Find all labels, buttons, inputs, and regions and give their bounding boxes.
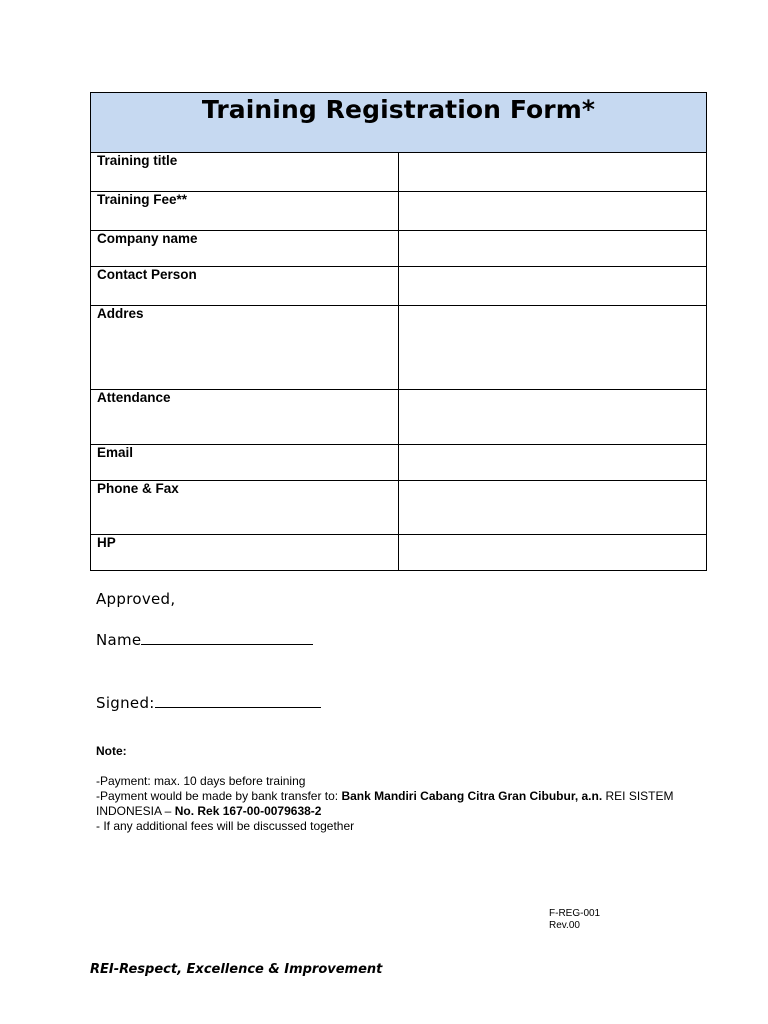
name-signoff [96,631,313,649]
attendance-field[interactable] [399,390,707,445]
note-payment-deadline: -Payment: max. 10 days before training [96,774,306,788]
name-blank-line[interactable] [141,632,313,645]
notes-section [96,744,716,834]
notes-title: Note: [96,744,127,758]
label-cell [91,535,399,571]
name-label: Name [96,631,142,649]
document-code-block [549,908,600,932]
form-title-cell [91,93,707,153]
approved-label: Approved, [96,590,176,608]
phone-fax-label: Phone & Fax [97,481,179,496]
training-title-field[interactable] [399,153,707,192]
label-cell [91,153,399,192]
signed-label: Signed: [96,694,155,712]
form-row-email [91,445,707,481]
training-fee-label: Training Fee** [97,192,188,207]
phone-fax-field[interactable] [399,481,707,535]
label-cell [91,231,399,267]
training-title-label: Training title [97,153,178,168]
form-row-hp [91,535,707,571]
hp-field[interactable] [399,535,707,571]
footer-tagline: REI-Respect, Excellence & Improvement [90,962,383,977]
bank-name: Bank Mandiri Cabang Citra Gran Cibubur, a.n. [341,789,603,803]
account-number: No. Rek 167-00-0079638-2 [174,804,322,818]
signed-signoff [96,694,321,712]
label-cell [91,390,399,445]
label-cell [91,445,399,481]
form-row-attendance [91,390,707,445]
account-holder-part2: INDONESIA – [96,804,175,818]
form-row-contact-person [91,267,707,306]
note-bank-transfer [96,789,716,804]
label-cell [91,306,399,390]
label-cell [91,481,399,535]
note-additional-fees: - If any additional fees will be discussed together [96,819,355,833]
transfer-prefix: -Payment would be made by bank transfer to: [96,789,342,803]
attendance-label: Attendance [97,390,171,405]
form-title: Training Registration Form* [201,95,596,124]
form-row-address [91,306,707,390]
label-cell [91,267,399,306]
registration-form-table [90,92,707,571]
address-label: Addres [97,306,144,321]
address-field[interactable] [399,306,707,390]
company-name-field[interactable] [399,231,707,267]
account-holder-part1: REI SISTEM [602,789,674,803]
company-name-label: Company name [97,231,198,246]
note-account-line [96,804,716,819]
label-cell [91,192,399,231]
training-fee-field[interactable] [399,192,707,231]
document-revision: Rev.00 [549,920,580,931]
contact-person-label: Contact Person [97,267,197,282]
form-row-company-name [91,231,707,267]
document-code: F-REG-001 [549,908,601,919]
signature-blank-line[interactable] [155,695,321,708]
form-row-training-fee [91,192,707,231]
contact-person-field[interactable] [399,267,707,306]
form-row-training-title [91,153,707,192]
form-row-phone-fax [91,481,707,535]
email-field[interactable] [399,445,707,481]
hp-label: HP [97,535,116,550]
email-label: Email [97,445,134,460]
